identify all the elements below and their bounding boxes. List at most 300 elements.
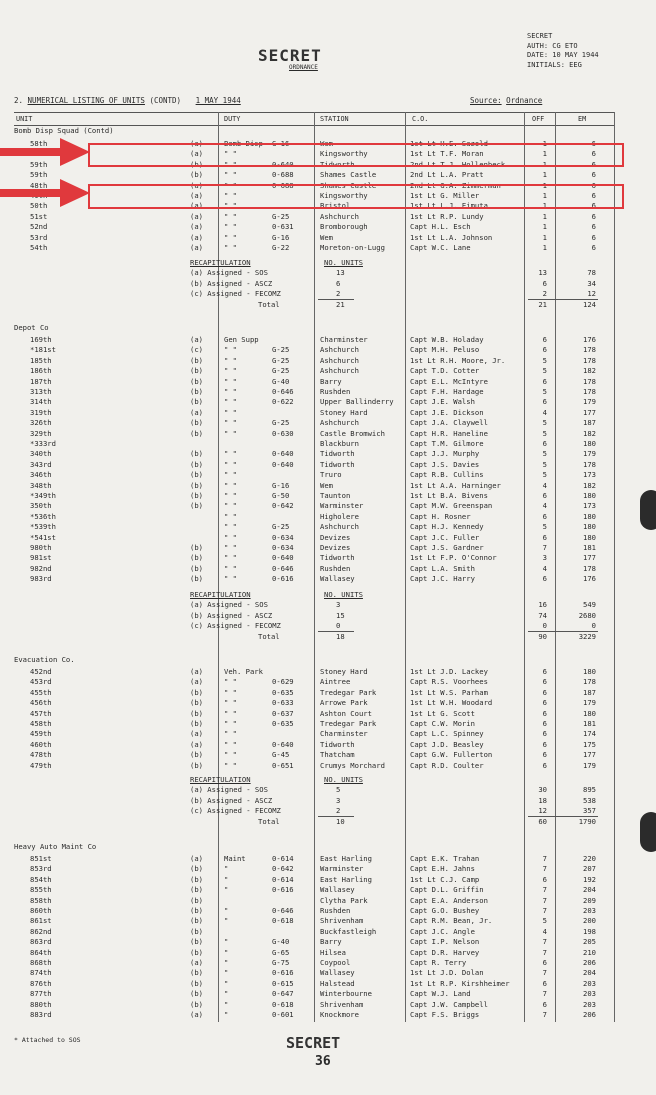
recap-off: 2 — [542, 289, 547, 299]
em-cell: 203 — [583, 978, 596, 988]
co-cell: Capt E.A. Anderson — [410, 895, 488, 905]
unit-cell: 348th — [30, 480, 52, 490]
duty-cell: " " — [224, 418, 237, 428]
assign-code-cell: (b) — [190, 687, 203, 697]
em-cell: 178 — [583, 387, 596, 396]
table-row — [0, 222, 656, 232]
unit-cell: 50th — [30, 201, 48, 211]
duty-code-cell: 0-633 — [272, 698, 294, 708]
off-cell: 7 — [542, 864, 547, 874]
em-cell: 173 — [583, 470, 596, 480]
unit-cell: 457th — [30, 708, 52, 718]
recap-off: 30 — [538, 785, 547, 795]
duty-code-cell: G-25 — [272, 522, 290, 532]
assign-code-cell: (b) — [190, 968, 203, 978]
unit-cell: 54th — [30, 243, 48, 252]
duty-code-cell: G-40 — [272, 376, 290, 386]
duty-cell: " " — [224, 543, 237, 552]
recap-units: 13 — [336, 268, 345, 278]
duty-cell: " — [224, 906, 229, 915]
em-cell: 6 — [591, 232, 596, 242]
station-cell: Tidworth — [320, 159, 355, 169]
duty-code-cell: 0-651 — [272, 760, 294, 770]
duty-cell: Bomb Disp — [224, 139, 263, 148]
em-cell: 204 — [583, 968, 596, 978]
co-cell: Capt R.M. Bean, Jr. — [410, 916, 493, 926]
duty-code-cell: 0-630 — [272, 428, 294, 438]
off-cell: 6 — [542, 511, 547, 521]
assign-code-cell: (b) — [190, 937, 203, 947]
table-row — [0, 885, 656, 895]
duty-cell: " " — [224, 491, 237, 500]
off-cell: 6 — [542, 397, 547, 407]
em-cell: 178 — [583, 563, 596, 573]
em-cell: 176 — [583, 335, 596, 344]
duty-code-cell: G-40 — [272, 937, 290, 947]
station-cell: Kingsworthy — [320, 191, 368, 200]
em-cell: 180 — [583, 511, 596, 521]
co-cell: 1st Lt G. Miller — [410, 191, 480, 200]
em-cell: 178 — [583, 459, 596, 469]
assign-code-cell: (a) — [190, 667, 203, 676]
unit-cell: 981st — [30, 553, 52, 563]
duty-code-cell: 0-688 — [272, 180, 294, 190]
off-cell: 1 — [542, 180, 547, 190]
station-cell: Ashchurch — [320, 522, 359, 532]
duty-code-cell: 0-614 — [272, 854, 294, 863]
co-cell: Capt J.J. Murphy — [410, 449, 480, 459]
assign-code-cell: (b) — [190, 874, 203, 884]
assign-code-cell: (b) — [190, 978, 203, 988]
auth-line: AUTH: CG ETO — [527, 41, 578, 50]
off-cell: 6 — [542, 739, 547, 749]
assign-code-cell: (a) — [190, 677, 203, 687]
unit-cell: 326th — [30, 418, 52, 428]
em-cell: 6 — [591, 222, 596, 232]
duty-cell: " " — [224, 719, 237, 728]
duty-cell: " " — [224, 243, 237, 252]
table-row — [0, 719, 656, 729]
duty-cell: " " — [224, 366, 237, 376]
station-cell: Crumys Morchard — [320, 760, 385, 770]
duty-cell: " — [224, 874, 229, 884]
off-cell: 6 — [542, 532, 547, 542]
table-row — [0, 896, 656, 906]
off-cell: 6 — [542, 667, 547, 676]
recap-units-heading: NO. UNITS — [324, 775, 363, 784]
assign-code-cell: (b) — [190, 501, 203, 511]
co-cell: Capt G.W. Fullerton — [410, 750, 493, 760]
duty-code-cell: G-45 — [272, 750, 290, 760]
duty-cell: " " — [224, 750, 237, 760]
unit-cell: 319th — [30, 407, 52, 417]
footer-secret-stamp: SECRET — [286, 1034, 341, 1052]
recap-units: 5 — [336, 785, 341, 795]
duty-cell: " " — [224, 574, 237, 584]
off-cell: 3 — [542, 553, 547, 563]
co-cell: Capt E.L. McIntyre — [410, 376, 488, 386]
em-cell: 180 — [583, 708, 596, 718]
table-row — [0, 854, 656, 864]
assign-code-cell: (a) — [190, 1010, 203, 1019]
table-row — [0, 1010, 656, 1020]
recap-off: 0 — [542, 621, 547, 631]
duty-cell: " — [224, 916, 229, 926]
co-cell: Capt M.H. Peluso — [410, 345, 480, 355]
em-cell: 182 — [583, 428, 596, 438]
recap-total-em: 1790 — [578, 816, 596, 826]
em-cell: 173 — [583, 501, 596, 511]
table-row — [0, 709, 656, 719]
off-cell: 6 — [542, 439, 547, 448]
em-cell: 178 — [583, 345, 596, 355]
off-cell: 6 — [542, 978, 547, 988]
co-cell: Capt R. Terry — [410, 958, 467, 967]
co-cell: Capt J.E. Walsh — [410, 397, 475, 407]
duty-cell: " — [224, 978, 229, 988]
table-row — [0, 418, 656, 428]
co-cell: Capt D.L. Griffin — [410, 885, 484, 895]
recap-em: 78 — [587, 268, 596, 278]
assign-code-cell: (b) — [190, 491, 203, 500]
duty-cell: Gen Supp — [224, 335, 259, 344]
co-cell: 2nd Lt G.A. Zimmerman — [410, 180, 501, 190]
duty-cell: " " — [224, 428, 237, 438]
table-row — [0, 875, 656, 885]
co-cell: Capt J.A. Claywell — [410, 418, 488, 428]
off-cell: 7 — [542, 968, 547, 978]
unit-cell: *333rd — [30, 439, 56, 448]
duty-code-cell: 0-629 — [272, 677, 294, 687]
em-cell: 177 — [583, 407, 596, 417]
recap-total-label: Total — [258, 816, 280, 826]
em-cell: 6 — [591, 243, 596, 252]
co-cell: Capt J.S. Gardner — [410, 543, 484, 552]
recap-em: 549 — [583, 600, 596, 610]
duty-cell: Veh. Park — [224, 667, 263, 676]
duty-cell: " " — [224, 149, 237, 159]
unit-cell: 478th — [30, 750, 52, 760]
table-row — [0, 677, 656, 687]
off-cell: 1 — [542, 159, 547, 169]
off-cell: 1 — [542, 243, 547, 252]
recap-em: 12 — [587, 289, 596, 299]
station-cell: Warminster — [320, 501, 364, 511]
table-row — [0, 958, 656, 968]
duty-cell: " " — [224, 687, 237, 697]
em-cell: 175 — [583, 739, 596, 749]
station-cell: Wem — [320, 480, 333, 490]
assign-code-cell: (b) — [190, 428, 203, 438]
station-cell: Wallasey — [320, 968, 355, 978]
recap-total-off: 60 — [538, 816, 547, 826]
assign-code-cell: (b) — [190, 470, 203, 480]
table-row — [0, 543, 656, 553]
assign-code-cell: (b) — [190, 895, 203, 905]
recap-units: 6 — [336, 278, 341, 288]
duty-code-cell: 0-646 — [272, 563, 294, 573]
co-cell: Capt F.S. Briggs — [410, 1010, 480, 1019]
station-cell: Wem — [320, 139, 333, 148]
table-row — [0, 439, 656, 449]
recap-em: 357 — [583, 806, 596, 816]
station-cell: Devizes — [320, 532, 351, 542]
unit-cell: 314th — [30, 397, 52, 407]
unit-cell: 479th — [30, 760, 52, 770]
unit-cell: *541st — [30, 532, 56, 542]
em-cell: 205 — [583, 937, 596, 947]
assign-code-cell: (a) — [190, 407, 203, 417]
co-cell: Capt I.P. Nelson — [410, 937, 480, 947]
unit-cell: 185th — [30, 355, 52, 365]
table-row — [0, 698, 656, 708]
station-cell: Higholere — [320, 511, 359, 521]
recap-em: 34 — [587, 278, 596, 288]
off-cell: 7 — [542, 989, 547, 999]
unit-cell: 48th — [30, 180, 48, 190]
unit-cell: 313th — [30, 387, 52, 396]
duty-code-cell: G-25 — [272, 418, 290, 428]
em-cell: 206 — [583, 958, 596, 967]
assign-code-cell: (b) — [190, 906, 203, 915]
unit-cell: 52nd — [30, 222, 48, 232]
duty-cell: " " — [224, 376, 237, 386]
assign-code-cell: (a) — [190, 729, 203, 739]
duty-cell: " " — [224, 387, 237, 396]
station-cell: Knockmore — [320, 1010, 359, 1019]
recap-line: (c) Assigned - FECOMZ — [190, 621, 281, 631]
duty-code-cell: 0-618 — [272, 999, 294, 1009]
em-cell: 178 — [583, 355, 596, 365]
recap-line: (a) Assigned - SOS — [190, 268, 268, 278]
station-cell: Kingsworthy — [320, 149, 368, 159]
highlight-box — [88, 143, 624, 167]
assign-code-cell: (a) — [190, 243, 203, 252]
off-cell: 6 — [542, 345, 547, 355]
off-cell: 6 — [542, 708, 547, 718]
unit-cell: 983rd — [30, 574, 52, 584]
recap-total-em: 124 — [583, 299, 596, 309]
recap-off: 6 — [542, 278, 547, 288]
duty-code-cell: G-16 — [272, 480, 290, 490]
em-cell: 192 — [583, 874, 596, 884]
duty-code-cell: G-65 — [272, 947, 290, 957]
assign-code-cell: (b) — [190, 159, 203, 169]
co-cell: 1st Lt J.D. Lackey — [410, 667, 488, 676]
duty-code-cell: G-25 — [272, 345, 290, 355]
unit-cell: 864th — [30, 947, 52, 957]
section-title: Evacuation Co. — [14, 655, 75, 664]
off-cell: 6 — [542, 999, 547, 1009]
unit-cell: 329th — [30, 428, 52, 438]
duty-code-cell: G-25 — [272, 355, 290, 365]
off-cell: 5 — [542, 366, 547, 376]
recap-off: 12 — [538, 806, 547, 816]
recap-off: 18 — [538, 795, 547, 805]
off-cell: 1 — [542, 149, 547, 159]
table-row — [0, 335, 656, 345]
duty-code-cell: 0-635 — [272, 687, 294, 697]
recap-line: (a) Assigned - SOS — [190, 785, 268, 795]
recap-units-heading: NO. UNITS — [324, 258, 363, 267]
off-cell: 5 — [542, 418, 547, 428]
co-cell: Capt J.C. Angle — [410, 926, 475, 936]
listing-title: 2. NUMERICAL LISTING OF UNITS (CONTD) 1 MAY 1944 — [14, 96, 241, 105]
table-row — [0, 989, 656, 999]
duty-cell: " " — [224, 397, 237, 407]
station-cell: Coypool — [320, 958, 351, 967]
punch-hole — [640, 490, 656, 530]
co-cell: Capt F.H. Hardage — [410, 387, 484, 396]
station-cell: Aintree — [320, 677, 351, 687]
recap-off: 13 — [538, 268, 547, 278]
duty-code-cell: 0-646 — [272, 387, 294, 396]
duty-cell: " " — [224, 729, 237, 739]
station-cell: Buckfastleigh — [320, 926, 377, 936]
station-cell: Barry — [320, 376, 342, 386]
recap-units: 0 — [336, 621, 341, 631]
duty-code-cell: 0-647 — [272, 989, 294, 999]
assign-code-cell: (a) — [190, 854, 203, 863]
duty-code-cell: G-25 — [272, 366, 290, 376]
station-cell: Barry — [320, 937, 342, 947]
co-cell: 1st Lt J.D. Dolan — [410, 968, 484, 978]
table-row — [0, 512, 656, 522]
duty-cell: " " — [224, 355, 237, 365]
co-cell: Capt J.E. Dickson — [410, 407, 484, 417]
station-cell: Stoney Hard — [320, 407, 368, 417]
duty-code-cell: G-75 — [272, 958, 290, 967]
table-row — [0, 501, 656, 511]
recap-line: (b) Assigned - ASCZ — [190, 278, 273, 288]
unit-cell: 880th — [30, 999, 52, 1009]
unit-cell: 980th — [30, 543, 52, 552]
em-cell: 6 — [591, 159, 596, 169]
co-cell: Capt H.J. Kennedy — [410, 522, 484, 532]
station-cell: Castle Bromwich — [320, 428, 385, 438]
duty-cell: " " — [224, 459, 237, 469]
em-cell: 182 — [583, 366, 596, 376]
off-cell: 5 — [542, 355, 547, 365]
station-cell: Taunton — [320, 491, 351, 500]
table-row — [0, 927, 656, 937]
recap-units: 2 — [336, 289, 341, 299]
recap-units: 2 — [336, 806, 341, 816]
table-row — [0, 522, 656, 532]
recap-line: (c) Assigned - FECOMZ — [190, 806, 281, 816]
assign-code-cell: (b) — [190, 698, 203, 708]
station-cell: Arrowe Park — [320, 698, 368, 708]
co-cell: Capt J.C. Fuller — [410, 532, 480, 542]
assign-code-cell: (b) — [190, 760, 203, 770]
initials-line: INITIALS: EEG — [527, 60, 582, 69]
table-row — [0, 170, 656, 180]
table-row — [0, 574, 656, 584]
assign-code-cell: (b) — [190, 387, 203, 396]
red-arrow-icon — [0, 136, 96, 168]
off-cell: 7 — [542, 937, 547, 947]
assign-code-cell: (a) — [190, 222, 203, 232]
table-row — [0, 553, 656, 563]
em-cell: 187 — [583, 687, 596, 697]
table-row — [0, 345, 656, 355]
assign-code-cell: (a) — [190, 139, 203, 148]
unit-cell: 860th — [30, 906, 52, 915]
assign-code-cell: (a) — [190, 335, 203, 344]
co-cell: Capt J.W. Campbell — [410, 999, 488, 1009]
assign-code-cell: (b) — [190, 885, 203, 895]
duty-code-cell: G-50 — [272, 491, 290, 500]
duty-code-cell: 0-640 — [272, 739, 294, 749]
table-row — [0, 356, 656, 366]
table-row — [0, 243, 656, 253]
duty-cell: " " — [224, 501, 237, 511]
page-number: 36 — [315, 1054, 331, 1069]
recap-heading: RECAPITULATION — [190, 590, 251, 599]
assign-code-cell: (b) — [190, 719, 203, 728]
unit-cell: 456th — [30, 698, 52, 708]
unit-cell: 874th — [30, 968, 52, 978]
off-cell: 4 — [542, 501, 547, 511]
station-cell: Charminster — [320, 729, 368, 739]
unit-cell: 59th — [30, 170, 48, 180]
duty-cell: " — [224, 864, 229, 874]
station-cell: Ashton Court — [320, 708, 372, 718]
co-cell: Capt W.B. Holaday — [410, 335, 484, 344]
station-cell: Tidworth — [320, 553, 355, 563]
station-cell: Ashchurch — [320, 366, 359, 376]
off-cell: 6 — [542, 574, 547, 584]
recap-total-units: 18 — [336, 631, 345, 641]
duty-code-cell: 0-640 — [272, 449, 294, 459]
unit-cell: 876th — [30, 978, 52, 988]
co-cell: 1st Lt L.J. Eimuta — [410, 201, 488, 211]
assign-code-cell: (a) — [190, 232, 203, 242]
station-cell: Rushden — [320, 387, 351, 396]
table-row — [0, 533, 656, 543]
station-cell: Shrivenham — [320, 916, 364, 926]
off-cell: 4 — [542, 407, 547, 417]
co-cell: 1st Lt F.P. O'Connor — [410, 553, 497, 563]
em-cell: 179 — [583, 449, 596, 459]
table-row — [0, 397, 656, 407]
duty-cell: " " — [224, 532, 237, 542]
table-row — [0, 233, 656, 243]
recap-line: (a) Assigned - SOS — [190, 600, 268, 610]
co-cell: 1st Lt R.P. Lundy — [410, 211, 484, 221]
em-cell: 6 — [591, 139, 596, 148]
em-cell: 6 — [591, 149, 596, 159]
em-cell: 6 — [591, 191, 596, 200]
duty-cell: " " — [224, 345, 237, 355]
table-row — [0, 408, 656, 418]
assign-code-cell: (b) — [190, 366, 203, 376]
recap-total-label: Total — [258, 299, 280, 309]
duty-cell: " " — [224, 407, 237, 417]
co-cell: Capt E.H. Jahns — [410, 864, 475, 874]
recap-heading: RECAPITULATION — [190, 258, 251, 267]
off-cell: 6 — [542, 698, 547, 708]
off-cell: 1 — [542, 139, 547, 148]
duty-code-cell: 0-688 — [272, 170, 294, 180]
em-cell: 6 — [591, 180, 596, 190]
station-cell: Clytha Park — [320, 895, 368, 905]
recap-total-units: 10 — [336, 816, 345, 826]
unit-cell: 868th — [30, 958, 52, 967]
station-cell: Tidworth — [320, 459, 355, 469]
duty-code-cell: 0-616 — [272, 574, 294, 584]
co-cell: 1st Lt B.A. Bivens — [410, 491, 488, 500]
